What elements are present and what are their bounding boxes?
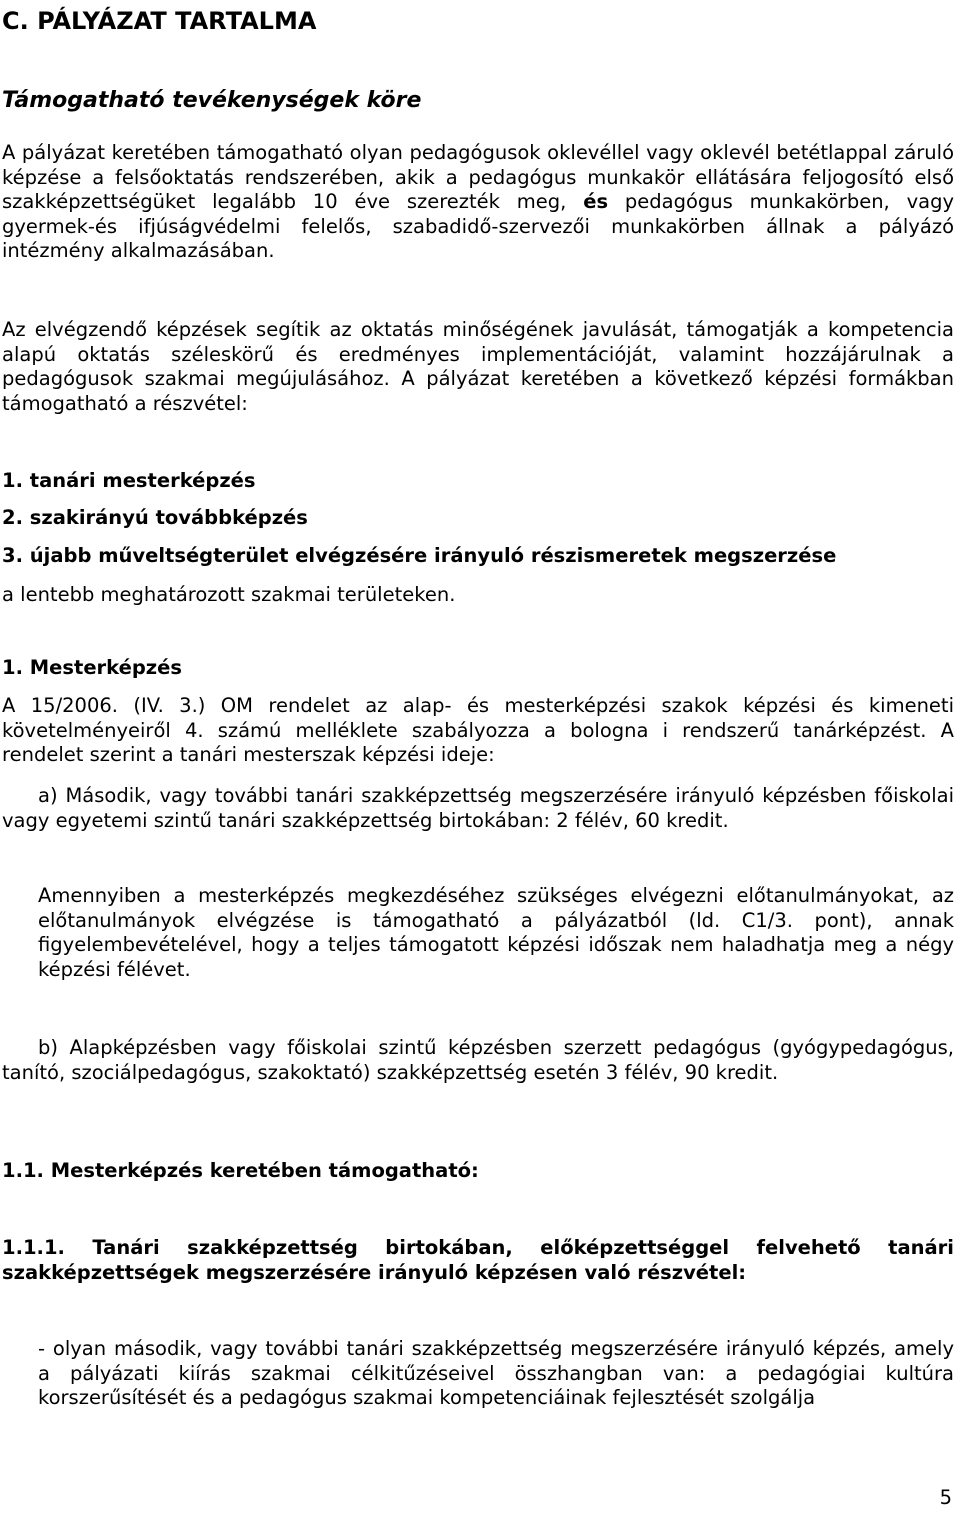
- list-item-3: 3. újabb műveltségterület elvégzésére irányuló részismeretek megszerzése: [2, 544, 837, 567]
- section-1-1-1-title: 1.1.1. Tanári szakképzettség birtokában, előképzettséggel felvehető tanári szakképzettségek megszerzésére irányuló képzésen való részvétel:: [2, 1236, 954, 1284]
- item-a-note: Amennyiben a mesterképzés megkezdéséhez szükséges elvégezni előtanulmányokat, az előtanulmányok elvégzése is támogatható a pályázatból (ld. C1/3. pont), annak figyelembevételével, hogy a teljes támogatott képzési időszak nem haladhatja meg a négy képzési félévet.: [38, 884, 954, 981]
- paragraph-eligibility-text-1: A pályázat keretében támogatható olyan pedagógusok oklevéllel vagy oklevél betétlappal záruló képzése a felsőoktatás rendszerében, akik a pedagógus munkakör ellátására feljogosító első szakképzettségüket legalább 10 éve szerezték meg,: [2, 141, 954, 213]
- list-item-2: 2. szakirányú továbbképzés: [2, 506, 308, 529]
- item-a: a) Második, vagy további tanári szakképzettség megszerzésére irányuló képzésben főiskolai vagy egyetemi szintű tanári szakképzettség birtokában: 2 félév, 60 kredit.: [2, 784, 954, 832]
- section-1-title: 1. Mesterképzés: [2, 656, 182, 679]
- list-item-1: 1. tanári mesterképzés: [2, 469, 256, 492]
- page-heading: C. PÁLYÁZAT TARTALMA: [2, 7, 317, 35]
- item-b: b) Alapképzésben vagy főiskolai szintű képzésben szerzett pedagógus (gyógypedagógus, tanító, szociálpedagógus, szakoktató) szakképzettség esetén 3 félév, 90 kredit.: [2, 1036, 954, 1084]
- paragraph-eligibility: [2, 141, 954, 264]
- paragraph-eligibility-text-2: pedagógus munkakörben, vagy gyermek-és ifjúságvédelmi felelős, szabadidő-szervezői munkakörben állnak a pályázó intézmény alkalmazásában.: [2, 190, 954, 262]
- section-1-paragraph: A 15/2006. (IV. 3.) OM rendelet az alap- és mesterképzési szakok képzési és kimeneti követelményeiről 4. számú melléklete szabályozza a bologna i rendszerű tanárképzést. A rendelet szerint a tanári mesterszak képzési ideje:: [2, 694, 954, 766]
- page-number: 5: [939, 1486, 952, 1509]
- section-1-1-title: 1.1. Mesterképzés keretében támogatható:: [2, 1159, 479, 1182]
- section-subheading: Támogatható tevékenységek köre: [2, 88, 422, 113]
- paragraph-eligibility-bold: és: [583, 190, 609, 213]
- paragraph-purpose: Az elvégzendő képzések segítik az oktatás minőségének javulását, támogatják a kompetencia alapú oktatás széleskörű és eredményes implementációját, valamint hozzájárulnak a pedagógusok szakmai megújulásához. A pályázat keretében a következő képzési formákban támogatható a részvétel:: [2, 318, 954, 415]
- list-note: a lentebb meghatározott szakmai területeken.: [2, 583, 456, 606]
- dash-list-item: - olyan második, vagy további tanári szakképzettség megszerzésére irányuló képzés, amely a pályázati kiírás szakmai célkitűzéseivel összhangban van: a pedagógiai kultúra korszerűsítését és a pedagógus szakmai kompetenciáinak fejlesztését szolgálja: [38, 1337, 954, 1409]
